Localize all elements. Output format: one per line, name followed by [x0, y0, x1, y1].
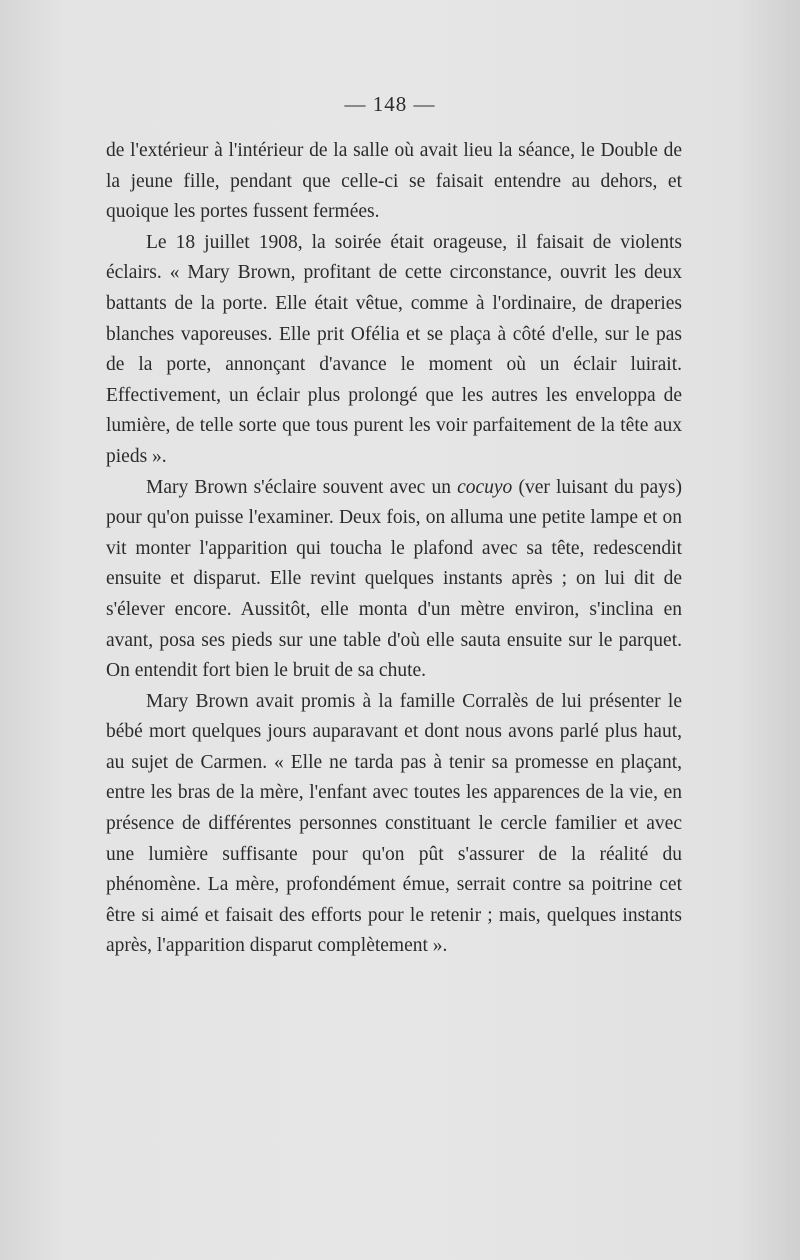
paragraph-1: de l'extérieur à l'intérieur de la salle où avait lieu la séance, le Double de la jeune fille, pendant que celle-ci se faisait entendre au dehors, et quoique les portes fussent fermées.	[106, 140, 682, 223]
paragraph-4: Mary Brown avait promis à la famille Corralès de lui présenter le bébé mort quelques jours auparavant et dont nous avons parlé plus haut, au sujet de Carmen. « Elle ne tarda pas à tenir sa promesse en plaçant, entre les bras de la mère, l'enfant avec toutes les apparences de la vie, en présence de différentes personnes constituant le cercle familier et avec une lumière suffisante pour qu'on pût s'assurer de la réalité du phénomène. La mère, profondément émue, serrait contre sa poitrine cet être si aimé et faisait des efforts pour le retenir ; mais, quelques instants après, l'apparition disparut complètement ».	[106, 690, 682, 957]
paragraph-3-part-1: Mary Brown s'éclaire souvent avec un	[146, 476, 458, 498]
paragraph-3-part-2: (ver luisant du pays) pour qu'on puisse l'examiner. Deux fois, on alluma une petite lampe et on vit monter l'apparition qui toucha le plafond avec sa tête, redescendit ensuite et disparut. Elle revint quelques instants après ; on lui dit de s'élever encore. Aussitôt, elle monta d'un mètre environ, s'inclina en avant, posa ses pieds sur une table d'où elle sauta ensuite sur le parquet. On entendit fort bien le bruit de sa chute.	[106, 476, 682, 682]
page-number: — 148 —	[344, 92, 436, 116]
body-text	[106, 136, 682, 962]
paragraph-3-italic-word: cocuyo	[457, 476, 513, 498]
paragraph-2: Le 18 juillet 1908, la soirée était orageuse, il faisait de violents éclairs. « Mary Brown, profitant de cette circonstance, ouvrit les deux battants de la porte. Elle était vêtue, comme à l'ordinaire, de draperies blanches vaporeuses. Elle prit Ofélia et se plaça à côté d'elle, sur le pas de la porte, annonçant d'avance le moment où un éclair luirait. Effectivement, un éclair plus prolongé que les autres les enveloppa de lumière, de telle sorte que tous purent les voir parfaitement de la tête aux pieds ».	[106, 231, 682, 467]
paragraph-3	[106, 473, 682, 687]
